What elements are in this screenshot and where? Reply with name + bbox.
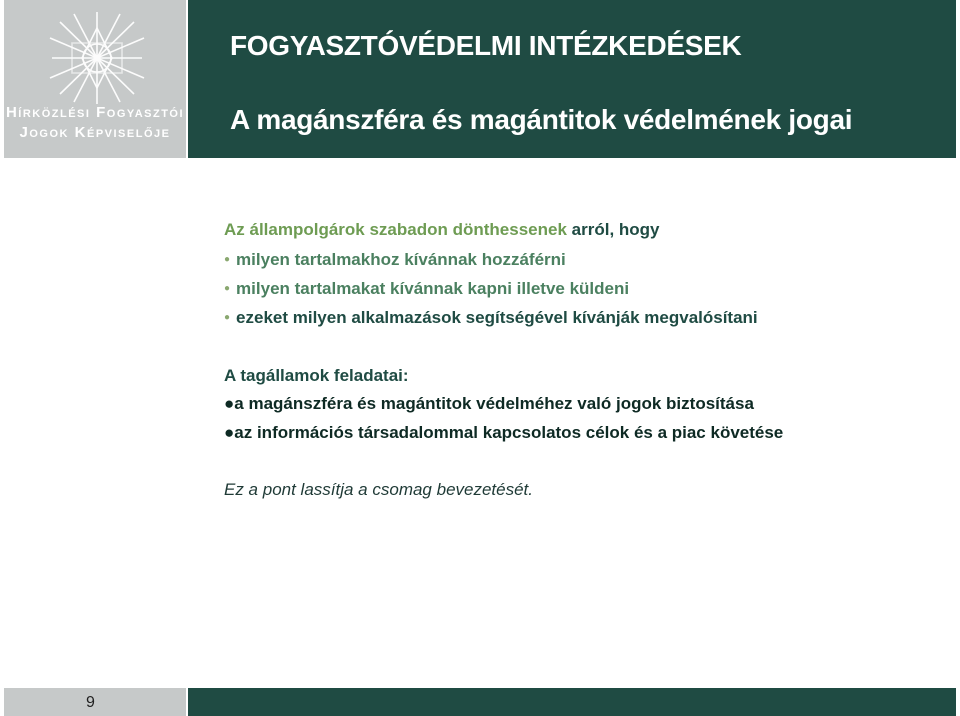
lead-prefix: Az állampolgárok szabadon dönthessenek — [224, 220, 567, 239]
page-number: 9 — [86, 694, 95, 711]
star-burst-icon — [42, 8, 152, 108]
logo-text-line1: Hírközlési Fogyasztói — [5, 104, 185, 121]
bullet-dot-icon: ● — [224, 312, 231, 323]
note-text: Ez a pont lassítja a csomag bevezetését. — [224, 480, 534, 499]
footer-bar — [188, 688, 956, 716]
slide-title: FOGYASZTÓVÉDELMI INTÉZKEDÉSEK — [230, 30, 742, 61]
bullet-dot-icon: ● — [224, 423, 235, 442]
list-item: ●az információs társadalommal kapcsolatos célok és a piac követése — [224, 423, 784, 442]
bullet-dot-icon: ● — [224, 254, 231, 265]
bullet-dot-icon: ● — [224, 283, 231, 294]
list-item: ●a magánszféra és magántitok védelméhez való jogok biztosítása — [224, 394, 754, 413]
section-heading: A tagállamok feladatai: — [224, 366, 409, 385]
logo-text-line2: Jogok Képviselője — [19, 124, 171, 141]
list-item: ● milyen tartalmakhoz kívánnak hozzáférni — [224, 250, 566, 269]
bullet-dot-icon: ● — [224, 394, 235, 413]
list-item: ● ezeket milyen alkalmazások segítségével kívánják megvalósítani — [224, 308, 758, 327]
logo-panel — [4, 0, 186, 158]
slide-subtitle: A magánszféra és magántitok védelmének jogai — [230, 104, 853, 135]
lead-sentence — [224, 220, 660, 240]
list-item: ● milyen tartalmakat kívánnak kapni illetve küldeni — [224, 279, 630, 298]
footer-left-panel — [4, 688, 186, 716]
lead-suffix: arról, hogy — [571, 220, 660, 239]
